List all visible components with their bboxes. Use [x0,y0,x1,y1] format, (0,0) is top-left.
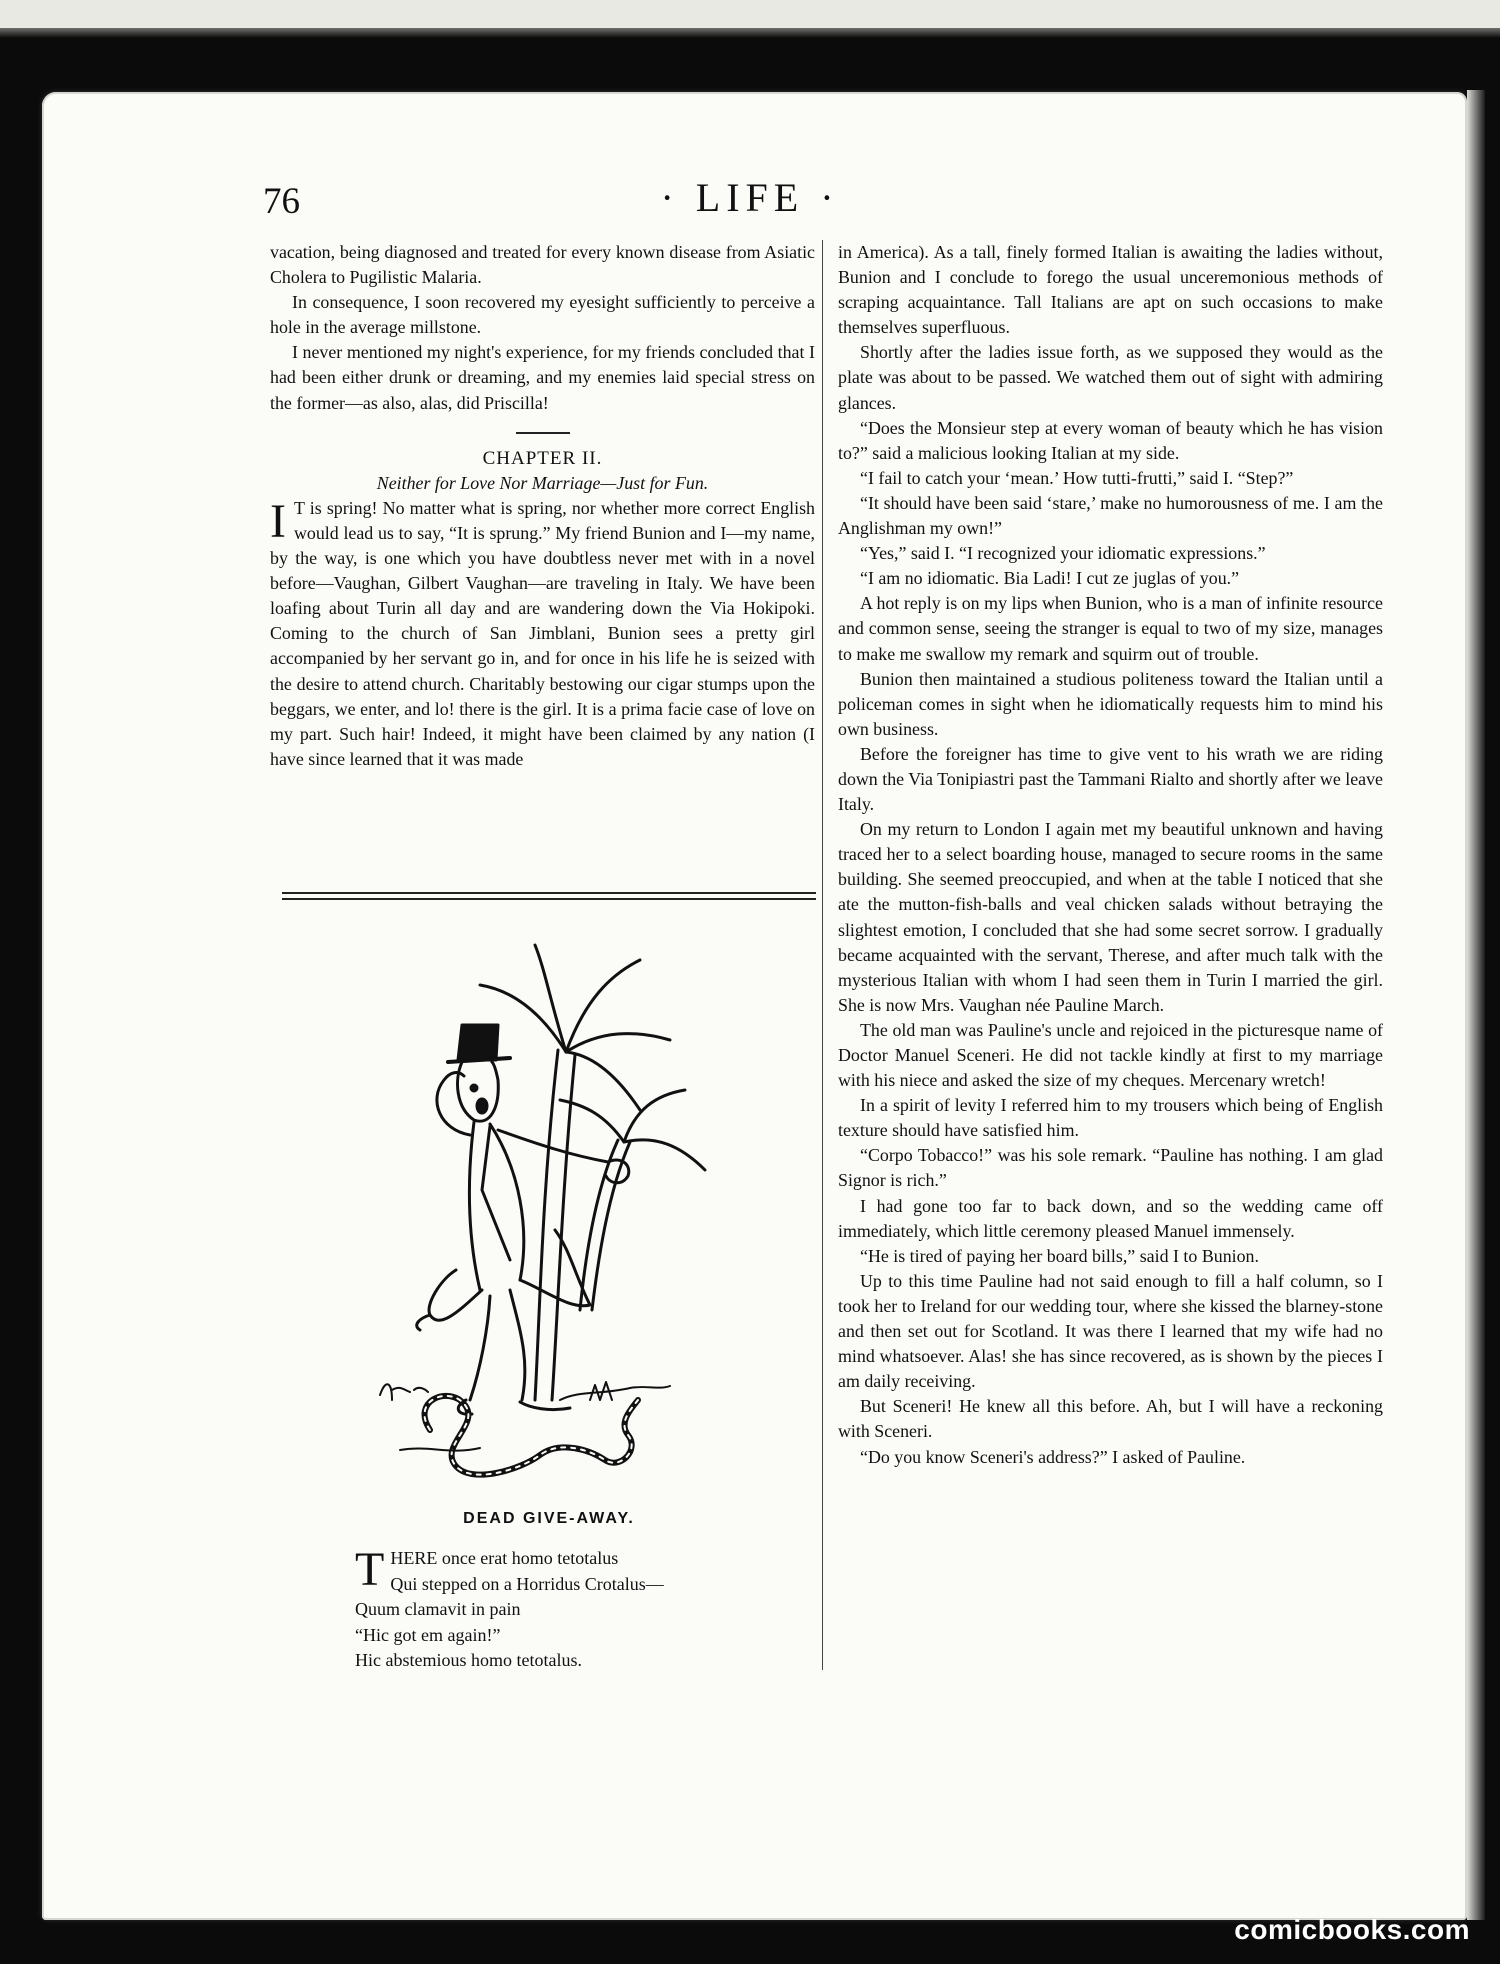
paragraph: Bunion then maintained a studious politeness toward the Italian until a policeman comes in sight when he idiomatically requests him to mind his own business. [838,668,1383,739]
limerick [355,1543,815,1674]
drop-cap: T [355,1543,385,1596]
poem-line: Qui stepped on a Horridus Crotalus— [390,1573,664,1594]
paragraph: “Does the Monsieur step at every woman of beauty which he has vision to?” said a malicious looking Italian at my side. [838,417,1383,463]
poem-line: “Hic got em again!” [355,1624,501,1645]
chapter-text: T is spring! No matter what is spring, nor whether more correct English would lead us to say, “It is sprung.” My friend Bunion and I—my name, by the way, is one which you have doubtless never met with in a novel before—Vaughan, Gilbert Vaughan—are traveling in Italy. We have been loafing about Turin all day and are wandering down the Via Hokipoki. Coming to the church of San Jimblani, Bunion sees a pretty girl accompanied by her servant go in, and for once in his life he is seized with the desire to attend church. Charitably bestowing our cigar stumps upon the beggars, we enter, and lo! there is the girl. It is a prima facie case of love on my part. Such hair! Indeed, it might have been claimed by any nation (I have since learned that it was made [270,497,815,769]
left-column [270,240,815,772]
poem-line: Quum clamavit in pain [355,1599,521,1619]
section-rule [516,432,570,434]
paragraph: I had gone too far to back down, and so the wedding came off immediately, which little ceremony pleased Manuel immensely. [838,1195,1383,1241]
poem-line: HERE once erat homo tetotalus [390,1548,619,1568]
cartoon-illustration [370,930,730,1490]
drop-cap: I [270,494,286,548]
page-number: 76 [263,181,300,222]
chapter-opening-paragraph [270,496,815,772]
paragraph: Shortly after the ladies issue forth, as we supposed they would as the plate was about to be passed. We watched them out of sight with admiring glances. [838,342,1383,413]
column-divider [822,240,823,1670]
paragraph: “I am no idiomatic. Bia Ladi! I cut ze juglas of you.” [860,568,1240,589]
right-column [838,240,1383,1470]
paragraph: On my return to London I again met my beautiful unknown and having traced her to a select boarding house, managed to secure rooms in the same building. She seemed preoccupied, and when at the table I noticed that she ate the mutton-fish-balls and veal chicken salads without betraying the slightest emotion, I concluded that she had some secret sorrow. I gradually became acquainted with the servant, Therese, and after much talk with the mysterious Italian with whom I had seen them in Turin I married the girl. She is now Mrs. Vaughan née Pauline March. [838,819,1383,1015]
masthead: · LIFE · [660,175,840,220]
paragraph: Before the foreigner has time to give vent to his wrath we are riding down the Via Tonipiastri past the Tammani Rialto and shortly after we leave Italy. [838,743,1383,815]
paragraph: “Yes,” said I. “I recognized your idiomatic expressions.” [860,543,1266,564]
paragraph: “It should have been said ‘stare,’ make no humorousness of me. I am the Anglishman my own!” [838,492,1383,539]
cartoon-caption: DEAD GIVE-AWAY. [463,1510,635,1527]
paragraph: Up to this time Pauline had not said enough to fill a half column, so I took her to Ireland for our wedding tour, where she kissed the blarney-stone and then set out for Scotland. It was there I learned that my wife had no mind whatsoever. Alas! she has since recovered, as is shown by the pieces I am daily receiving. [838,1270,1383,1392]
paragraph: In consequence, I soon recovered my eyesight sufficiently to perceive a hole in the average millstone. [270,292,815,338]
paragraph: “Do you know Sceneri's address?” I asked of Pauline. [860,1446,1246,1467]
page-binding-edge [1467,90,1485,1920]
paragraph: But Sceneri! He knew all this before. Ah, but I will have a reckoning with Sceneri. [838,1396,1383,1442]
poem-line: Hic abstemious homo tetotalus. [355,1650,582,1670]
paragraph: The old man was Pauline's uncle and rejoiced in the picturesque name of Doctor Manuel Sceneri. He did not tackle kindly at first to my marriage with his niece and asked the size of my cheques. Mercenary wretch! [838,1019,1383,1091]
paragraph: In a spirit of levity I referred him to my trousers which being of English texture should have satisfied him. [838,1095,1383,1141]
scan-shadow [0,28,1500,38]
paragraph: in America). As a tall, finely formed Italian is awaiting the ladies without, Bunion and I conclude to forego the usual unceremonious methods of scraping acquaintance. Tall Italians are apt on such occasions to make themselves superfluous. [838,242,1383,338]
double-rule [282,892,816,900]
chapter-heading: CHAPTER II. [482,447,603,469]
site-watermark: comicbooks.com [1234,1914,1470,1945]
paragraph: “Corpo Tobacco!” was his sole remark. “Pauline has nothing. I am glad Signor is rich.” [838,1145,1383,1191]
scan-top-edge [0,0,1500,28]
paragraph: “He is tired of paying her board bills,” said I to Bunion. [860,1245,1259,1266]
paragraph: vacation, being diagnosed and treated for every known disease from Asiatic Cholera to Pugilistic Malaria. [270,242,815,288]
paragraph: I never mentioned my night's experience, for my friends concluded that I had been either drunk or dreaming, and my enemies laid special stress on the former—as also, alas, did Priscilla! [270,342,815,413]
paragraph: A hot reply is on my lips when Bunion, who is a man of infinite resource and common sense, seeing the stranger is equal to two of my size, manages to make me swallow my remark and squirm out of trouble. [838,593,1383,664]
paragraph: “I fail to catch your ‘mean.’ How tutti-frutti,” said I. “Step?” [860,467,1294,488]
chapter-subtitle: Neither for Love Nor Marriage—Just for Fun. [376,472,709,493]
